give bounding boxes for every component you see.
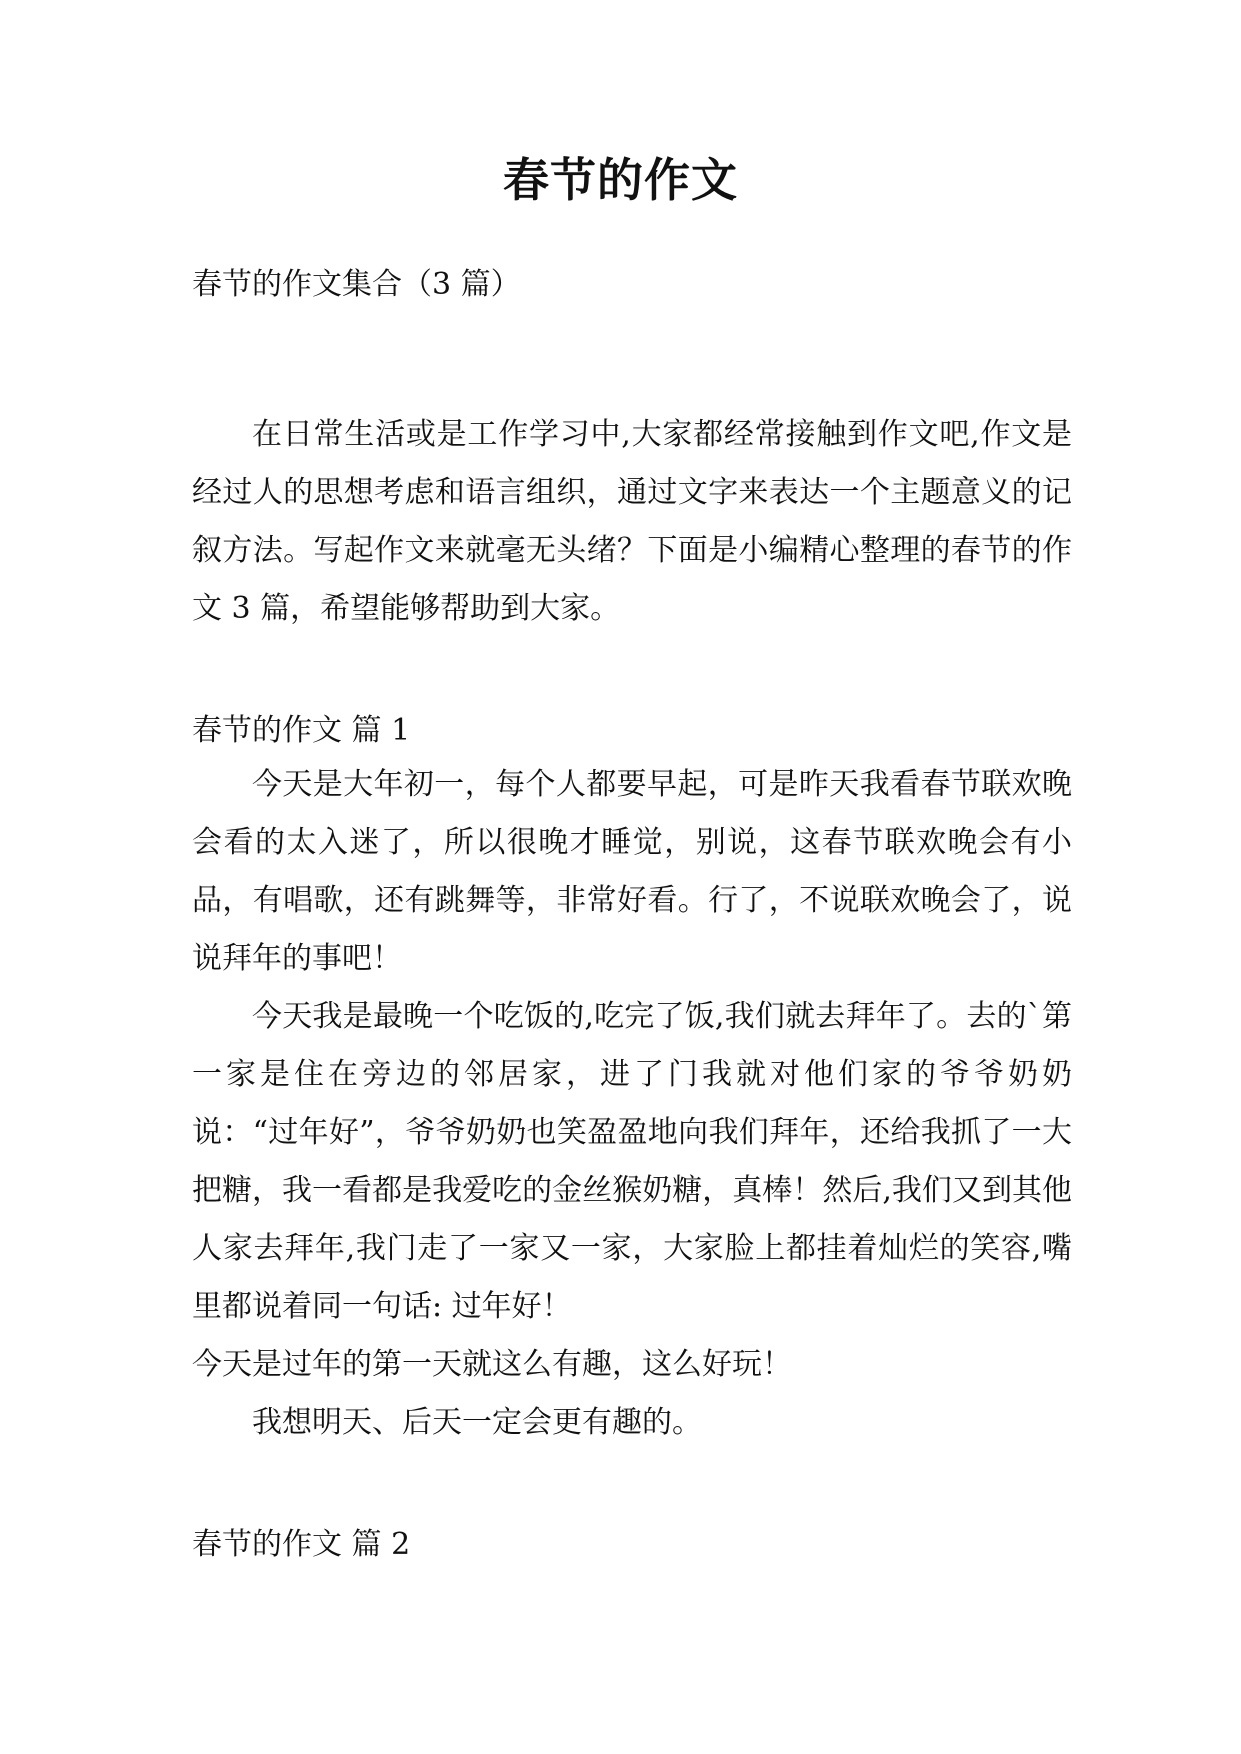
section-1-paragraph-1: 今天是大年初一，每个人都要早起，可是昨天我看春节联欢晚会看的太入迷了，所以很晚才睡觉，别说，这春节联欢晚会有小品，有唱歌，还有跳舞等，非常好看。行了，不说联欢晚会了，说说拜年的事吧！ (192, 767, 1072, 976)
section-1-paragraph-2: 今天我是最晚一个吃饭的,吃完了饭,我们就去拜年了。去的`第一家是住在旁边的邻居家，进了门我就对他们家的爷爷奶奶说：“过年好”，爷爷奶奶也笑盈盈地向我们拜年，还给我抓了一大把糖，我一看都是我爱吃的金丝猴奶糖，真棒！然后,我们又到其他人家去拜年,我门走了一家又一家，大家脸上都挂着灿烂的笑容,嘴里都说着同一句话: 过年好！ (192, 999, 1072, 1324)
section-1-heading: 春节的作文 篇 1 (192, 713, 411, 748)
section-1-body (192, 756, 1072, 1452)
intro-block (192, 406, 1072, 638)
intro-paragraph: 在日常生活或是工作学习中,大家都经常接触到作文吧,作文是经过人的思想考虑和语言组织，通过文字来表达一个主题意义的记叙方法。写起作文来就毫无头绪？下面是小编精心整理的春节的作文 3 篇，希望能够帮助到大家。 (192, 417, 1072, 626)
document-title: 春节的作文 (503, 153, 738, 207)
collection-heading: 春节的作文集合（3 篇） (192, 267, 521, 302)
section-1-paragraph-3: 今天是过年的第一天就这么有趣，这么好玩！ (192, 1347, 792, 1382)
section-2-heading: 春节的作文 篇 2 (192, 1527, 411, 1562)
section-1-paragraph-4: 我想明天、后天一定会更有趣的。 (252, 1405, 702, 1440)
